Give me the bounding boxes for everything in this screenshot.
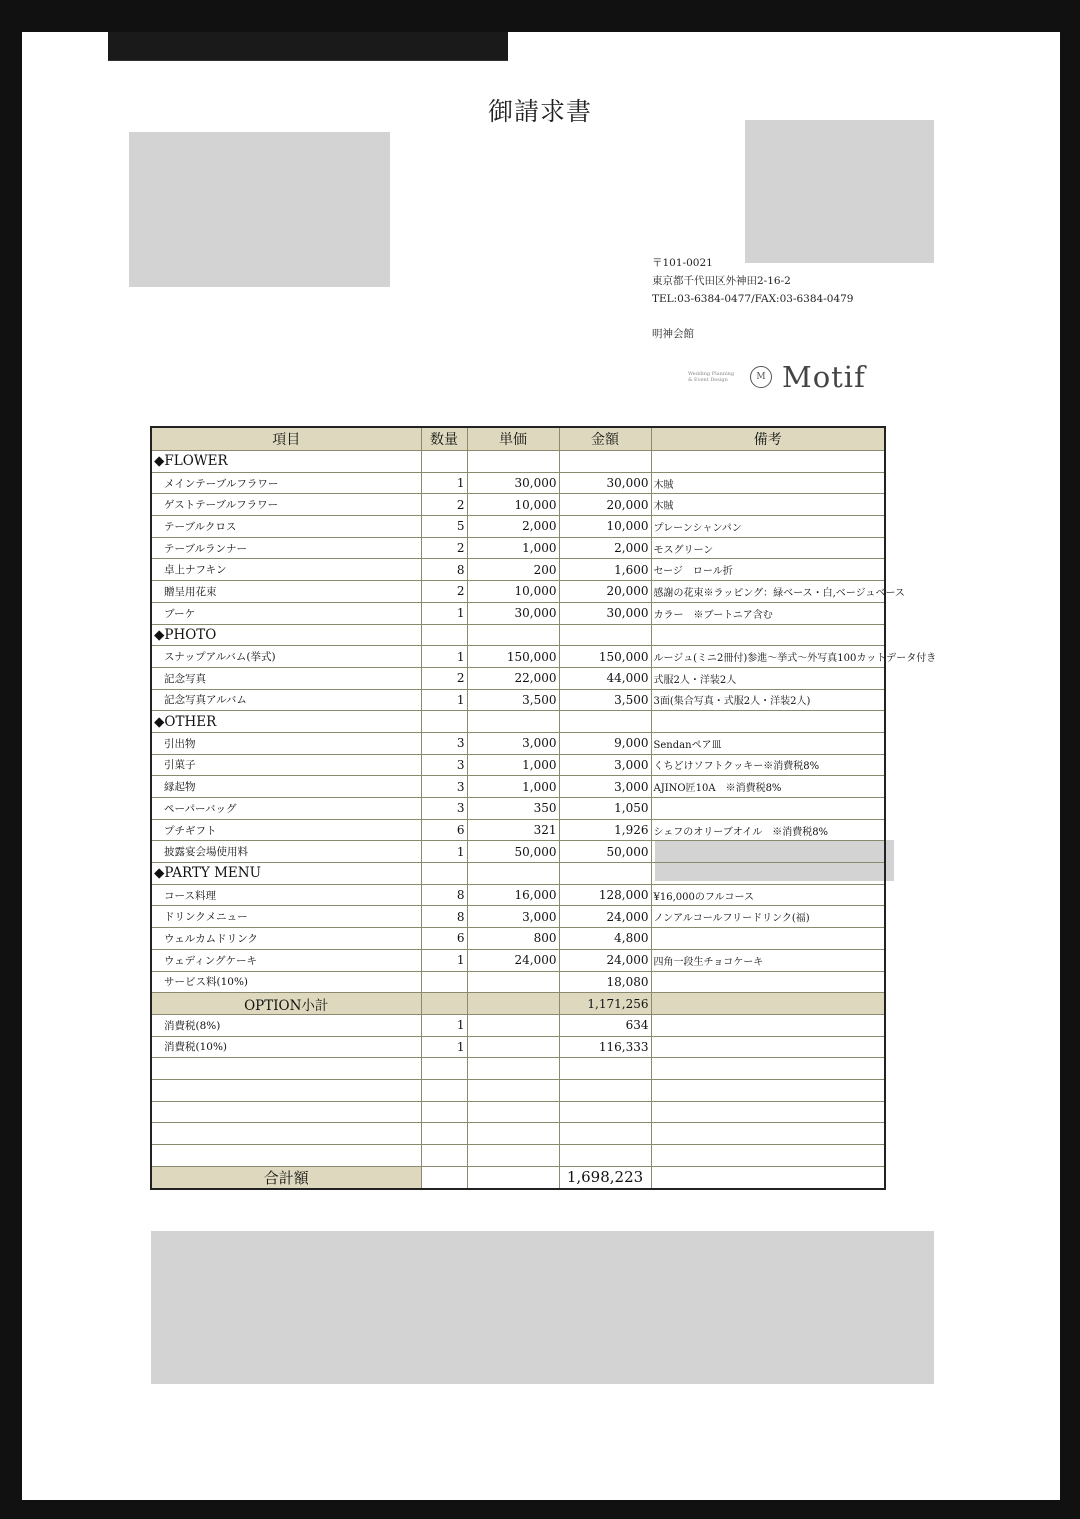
item-name: テーブルクロス <box>151 516 421 538</box>
empty-cell <box>651 1036 885 1058</box>
col-qty: 数量 <box>421 427 467 451</box>
item-unit-price: 10,000 <box>467 581 559 603</box>
empty-cell <box>151 1079 421 1101</box>
empty-cell <box>467 624 559 646</box>
empty-cell <box>651 863 885 885</box>
item-name: 記念写真 <box>151 667 421 689</box>
empty-cell <box>467 1145 559 1167</box>
item-amount: 30,000 <box>559 602 651 624</box>
blank-row <box>151 1058 885 1080</box>
item-note: 木賊 <box>651 472 885 494</box>
item-qty: 5 <box>421 516 467 538</box>
item-qty: 3 <box>421 798 467 820</box>
item-amount: 30,000 <box>559 472 651 494</box>
section-row <box>151 711 885 733</box>
item-unit-price: 30,000 <box>467 472 559 494</box>
empty-cell <box>559 624 651 646</box>
item-unit-price: 350 <box>467 798 559 820</box>
item-qty: 1 <box>421 689 467 711</box>
item-name: ペーパーバッグ <box>151 798 421 820</box>
blank-row <box>151 1123 885 1145</box>
item-qty: 2 <box>421 581 467 603</box>
item-name: ブーケ <box>151 602 421 624</box>
item-note: シェフのオリーブオイル ※消費税8% <box>651 819 885 841</box>
redacted-recipient <box>129 132 390 287</box>
item-unit-price: 50,000 <box>467 841 559 863</box>
item-name: スナップアルバム(挙式) <box>151 646 421 668</box>
empty-cell <box>559 1101 651 1123</box>
tax-qty: 1 <box>421 1014 467 1036</box>
table-row <box>151 906 885 928</box>
venue-name: 明神会館 <box>652 328 694 340</box>
item-note <box>651 928 885 950</box>
phone-fax: TEL:03-6384-0477/FAX:03-6384-0479 <box>652 293 854 305</box>
item-unit-price: 24,000 <box>467 949 559 971</box>
table-row <box>151 559 885 581</box>
blank-row <box>151 1145 885 1167</box>
empty-cell <box>559 1123 651 1145</box>
empty-cell <box>421 624 467 646</box>
item-amount: 3,500 <box>559 689 651 711</box>
section-row <box>151 863 885 885</box>
item-note: ¥16,000のフルコース <box>651 884 885 906</box>
blank-row <box>151 1079 885 1101</box>
empty-cell <box>467 451 559 473</box>
logo-mark-icon: M <box>750 366 772 388</box>
empty-cell <box>467 1123 559 1145</box>
item-qty: 1 <box>421 472 467 494</box>
empty-cell <box>559 1058 651 1080</box>
item-qty: 2 <box>421 667 467 689</box>
tax-name: 消費税(10%) <box>151 1036 421 1058</box>
item-name: テーブルランナー <box>151 537 421 559</box>
empty-cell <box>651 1058 885 1080</box>
item-amount: 9,000 <box>559 732 651 754</box>
table-row <box>151 732 885 754</box>
empty-cell <box>467 1036 559 1058</box>
item-qty: 1 <box>421 602 467 624</box>
item-note: ルージュ(ミニ2冊付)参進～挙式～外写真100カットデータ付き <box>651 646 885 668</box>
empty-cell <box>559 711 651 733</box>
item-note: モスグリーン <box>651 537 885 559</box>
item-unit-price: 150,000 <box>467 646 559 668</box>
logo-tagline: Wedding Planning & Event Design <box>688 371 735 383</box>
previous-page-strip <box>108 32 508 61</box>
table-row <box>151 537 885 559</box>
item-qty: 3 <box>421 776 467 798</box>
table-row <box>151 602 885 624</box>
empty-cell <box>651 624 885 646</box>
empty-cell <box>421 711 467 733</box>
item-amount: 24,000 <box>559 949 651 971</box>
company-logo <box>688 360 866 394</box>
empty-cell <box>467 993 559 1015</box>
empty-cell <box>651 451 885 473</box>
empty-cell <box>421 993 467 1015</box>
item-name: 縁起物 <box>151 776 421 798</box>
item-name: 引出物 <box>151 732 421 754</box>
item-amount: 1,926 <box>559 819 651 841</box>
item-amount: 10,000 <box>559 516 651 538</box>
section-label: ◆OTHER <box>151 711 421 733</box>
item-qty <box>421 971 467 993</box>
tax-amount: 116,333 <box>559 1036 651 1058</box>
item-note: プレーンシャンパン <box>651 516 885 538</box>
empty-cell <box>467 711 559 733</box>
item-note: ノンアルコールフリードリンク(福) <box>651 906 885 928</box>
item-name: サービス料(10%) <box>151 971 421 993</box>
item-qty: 6 <box>421 819 467 841</box>
item-name: ゲストテーブルフラワー <box>151 494 421 516</box>
item-qty: 6 <box>421 928 467 950</box>
postal-code: 〒101-0021 <box>652 257 713 269</box>
item-amount: 50,000 <box>559 841 651 863</box>
empty-cell <box>559 1079 651 1101</box>
blank-row <box>151 1101 885 1123</box>
item-unit-price: 10,000 <box>467 494 559 516</box>
item-unit-price: 800 <box>467 928 559 950</box>
table-row <box>151 754 885 776</box>
item-name: ウェディングケーキ <box>151 949 421 971</box>
table-row <box>151 819 885 841</box>
redacted-footer <box>151 1231 934 1384</box>
subtotal-amount: 1,171,256 <box>559 993 651 1015</box>
item-amount: 150,000 <box>559 646 651 668</box>
item-amount: 1,050 <box>559 798 651 820</box>
item-note: セージ ロール折 <box>651 559 885 581</box>
invoice-table <box>150 426 937 1190</box>
item-name: コース料理 <box>151 884 421 906</box>
empty-cell <box>651 1166 885 1189</box>
item-unit-price: 3,000 <box>467 906 559 928</box>
item-qty: 3 <box>421 754 467 776</box>
item-note: カラー ※ブートニア含む <box>651 602 885 624</box>
col-amount: 金額 <box>559 427 651 451</box>
table-row <box>151 884 885 906</box>
item-qty: 8 <box>421 559 467 581</box>
table-row <box>151 841 885 863</box>
section-row <box>151 624 885 646</box>
item-qty: 2 <box>421 494 467 516</box>
item-note: AJINO匠10A ※消費税8% <box>651 776 885 798</box>
item-unit-price: 16,000 <box>467 884 559 906</box>
item-unit-price <box>467 971 559 993</box>
item-qty: 2 <box>421 537 467 559</box>
tax-row <box>151 1036 885 1058</box>
tax-amount: 634 <box>559 1014 651 1036</box>
empty-cell <box>151 1145 421 1167</box>
total-label: 合計額 <box>151 1166 421 1189</box>
table-row <box>151 798 885 820</box>
empty-cell <box>651 1101 885 1123</box>
item-amount: 20,000 <box>559 581 651 603</box>
total-row <box>151 1166 885 1189</box>
empty-cell <box>651 711 885 733</box>
item-amount: 20,000 <box>559 494 651 516</box>
item-note: 3面(集合写真・式服2人・洋装2人) <box>651 689 885 711</box>
table-row <box>151 971 885 993</box>
item-unit-price: 321 <box>467 819 559 841</box>
item-unit-price: 2,000 <box>467 516 559 538</box>
section-label: ◆PHOTO <box>151 624 421 646</box>
item-note: 感謝の花束※ラッピング：緑ベース・白,ベージュベース <box>651 581 885 603</box>
tax-qty: 1 <box>421 1036 467 1058</box>
table-row <box>151 581 885 603</box>
item-note: 式服2人・洋装2人 <box>651 667 885 689</box>
redacted-stamp <box>745 120 934 263</box>
table-row <box>151 516 885 538</box>
empty-cell <box>651 993 885 1015</box>
item-name: ウェルカムドリンク <box>151 928 421 950</box>
empty-cell <box>467 1166 559 1189</box>
item-unit-price: 200 <box>467 559 559 581</box>
item-note <box>651 971 885 993</box>
item-unit-price: 22,000 <box>467 667 559 689</box>
item-unit-price: 3,500 <box>467 689 559 711</box>
table-row <box>151 494 885 516</box>
table-row <box>151 472 885 494</box>
empty-cell <box>421 451 467 473</box>
item-amount: 4,800 <box>559 928 651 950</box>
empty-cell <box>651 1123 885 1145</box>
item-qty: 8 <box>421 884 467 906</box>
item-amount: 44,000 <box>559 667 651 689</box>
item-name: 記念写真アルバム <box>151 689 421 711</box>
item-name: 引菓子 <box>151 754 421 776</box>
item-qty: 3 <box>421 732 467 754</box>
section-label: ◆PARTY MENU <box>151 863 421 885</box>
total-amount: 1,698,223 <box>559 1166 651 1189</box>
item-unit-price: 3,000 <box>467 732 559 754</box>
item-qty: 1 <box>421 841 467 863</box>
item-qty: 1 <box>421 646 467 668</box>
empty-cell <box>559 1145 651 1167</box>
table-row <box>151 949 885 971</box>
item-note: Sendanペア皿 <box>651 732 885 754</box>
item-name: 卓上ナフキン <box>151 559 421 581</box>
empty-cell <box>467 863 559 885</box>
empty-cell <box>421 1166 467 1189</box>
empty-cell <box>651 1079 885 1101</box>
item-note <box>651 841 885 863</box>
item-amount: 128,000 <box>559 884 651 906</box>
item-unit-price: 1,000 <box>467 776 559 798</box>
empty-cell <box>559 863 651 885</box>
empty-cell <box>467 1101 559 1123</box>
empty-cell <box>421 1101 467 1123</box>
item-amount: 1,600 <box>559 559 651 581</box>
section-label: ◆FLOWER <box>151 451 421 473</box>
item-name: 披露宴会場使用料 <box>151 841 421 863</box>
col-note: 備考 <box>651 427 885 451</box>
item-name: ドリンクメニュー <box>151 906 421 928</box>
empty-cell <box>651 1145 885 1167</box>
item-amount: 18,080 <box>559 971 651 993</box>
col-unit-price: 単価 <box>467 427 559 451</box>
col-item: 項目 <box>151 427 421 451</box>
empty-cell <box>467 1079 559 1101</box>
item-name: プチギフト <box>151 819 421 841</box>
table-row <box>151 646 885 668</box>
item-amount: 24,000 <box>559 906 651 928</box>
item-note: 四角一段生チョコケーキ <box>651 949 885 971</box>
page-title: 御請求書 <box>487 97 592 126</box>
empty-cell <box>421 1058 467 1080</box>
empty-cell <box>421 1123 467 1145</box>
table-header <box>151 427 885 451</box>
item-note <box>651 798 885 820</box>
empty-cell <box>421 1079 467 1101</box>
empty-cell <box>151 1101 421 1123</box>
section-row <box>151 451 885 473</box>
item-unit-price: 30,000 <box>467 602 559 624</box>
street-address: 東京都千代田区外神田2-16-2 <box>652 275 791 287</box>
empty-cell <box>151 1058 421 1080</box>
item-note: 木賊 <box>651 494 885 516</box>
empty-cell <box>467 1058 559 1080</box>
subtotal-label: OPTION小計 <box>151 993 421 1015</box>
item-unit-price: 1,000 <box>467 754 559 776</box>
empty-cell <box>467 1014 559 1036</box>
item-amount: 3,000 <box>559 776 651 798</box>
item-qty: 8 <box>421 906 467 928</box>
item-amount: 2,000 <box>559 537 651 559</box>
table-row <box>151 689 885 711</box>
empty-cell <box>421 1145 467 1167</box>
tax-name: 消費税(8%) <box>151 1014 421 1036</box>
item-qty: 1 <box>421 949 467 971</box>
empty-cell <box>559 451 651 473</box>
item-name: 贈呈用花束 <box>151 581 421 603</box>
empty-cell <box>421 863 467 885</box>
issuer-address <box>652 254 853 308</box>
item-unit-price: 1,000 <box>467 537 559 559</box>
item-name: メインテーブルフラワー <box>151 472 421 494</box>
item-amount: 3,000 <box>559 754 651 776</box>
empty-cell <box>651 1014 885 1036</box>
tax-row <box>151 1014 885 1036</box>
empty-cell <box>151 1123 421 1145</box>
logo-text: Motif <box>782 360 866 394</box>
table-row <box>151 667 885 689</box>
table-row <box>151 776 885 798</box>
subtotal-row <box>151 993 885 1015</box>
item-note: くちどけソフトクッキー※消費税8% <box>651 754 885 776</box>
table-row <box>151 928 885 950</box>
